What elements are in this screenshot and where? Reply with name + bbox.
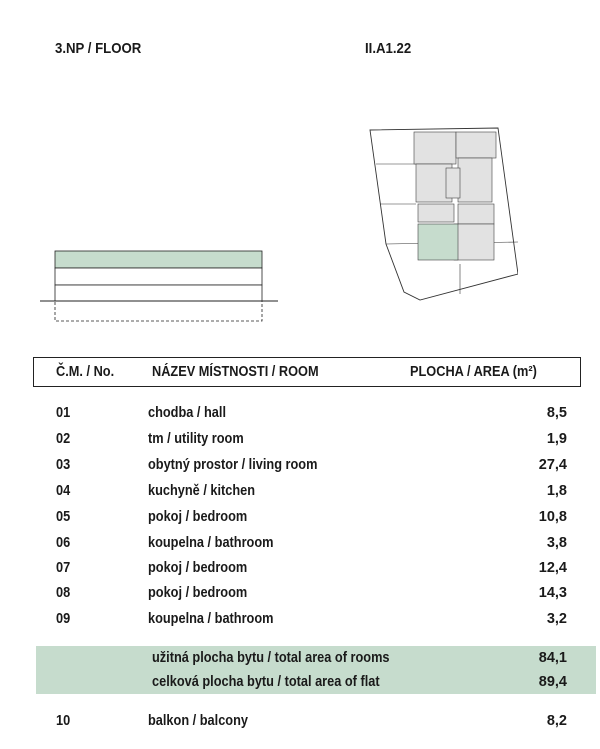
room-no: 09 [56, 611, 71, 627]
total-area: 89,4 [538, 674, 567, 690]
highlighted-floor [55, 251, 262, 268]
room-name: pokoj / bedroom [148, 560, 248, 576]
table-header [33, 357, 581, 387]
col-header-room: NÁZEV MÍSTNOSTI / ROOM [152, 364, 319, 380]
room-no: 04 [56, 483, 71, 499]
floor-strip [55, 285, 262, 301]
room-no: 08 [56, 585, 71, 601]
total-label: celková plocha bytu / total area of flat [152, 674, 380, 690]
basement-outline [55, 301, 262, 321]
room-name: balkon / balcony [148, 713, 248, 729]
total-label: užitná plocha bytu / total area of rooms [152, 650, 390, 666]
room-no: 02 [56, 431, 71, 447]
room-area: 14,3 [538, 585, 567, 601]
room-area: 8,5 [546, 405, 567, 421]
room-area: 27,4 [538, 457, 567, 473]
room-name: chodba / hall [148, 405, 226, 421]
current-unit [418, 224, 458, 260]
table-row [0, 431, 600, 457]
room-name: koupelna / bathroom [148, 535, 274, 551]
section-diagram [40, 245, 280, 325]
room-area: 12,4 [538, 560, 567, 576]
table-row [0, 405, 600, 431]
room-area: 10,8 [538, 509, 567, 525]
table-row [0, 483, 600, 509]
table-row [0, 585, 600, 611]
site-plan [368, 124, 518, 324]
table-row [0, 457, 600, 483]
total-area: 84,1 [538, 650, 567, 666]
total-row [0, 674, 600, 698]
room-area: 3,8 [546, 535, 567, 551]
room-name: kuchyně / kitchen [148, 483, 256, 499]
room-name: pokoj / bedroom [148, 509, 248, 525]
room-name: tm / utility room [148, 431, 244, 447]
room-area: 1,9 [546, 431, 567, 447]
room-area: 1,8 [546, 483, 567, 499]
table-row [0, 713, 600, 739]
table-row [0, 509, 600, 535]
table-row [0, 535, 600, 561]
room-name: pokoj / bedroom [148, 585, 248, 601]
room-no: 05 [56, 509, 71, 525]
floor-strip [55, 268, 262, 285]
room-name: obytný prostor / living room [148, 457, 318, 473]
room-no: 07 [56, 560, 71, 576]
table-row [0, 560, 600, 586]
floor-label: 3.NP / FLOOR [55, 40, 142, 57]
room-area: 8,2 [546, 713, 567, 729]
room-no: 10 [56, 713, 71, 729]
total-row [0, 650, 600, 674]
room-no: 06 [56, 535, 71, 551]
room-no: 03 [56, 457, 71, 473]
table-row [0, 611, 600, 637]
room-no: 01 [56, 405, 71, 421]
room-area: 3,2 [546, 611, 567, 627]
col-header-area: PLOCHA / AREA (m²) [410, 364, 537, 380]
room-name: koupelna / bathroom [148, 611, 274, 627]
unit-id: II.A1.22 [365, 40, 412, 57]
col-header-no: Č.M. / No. [56, 364, 115, 380]
